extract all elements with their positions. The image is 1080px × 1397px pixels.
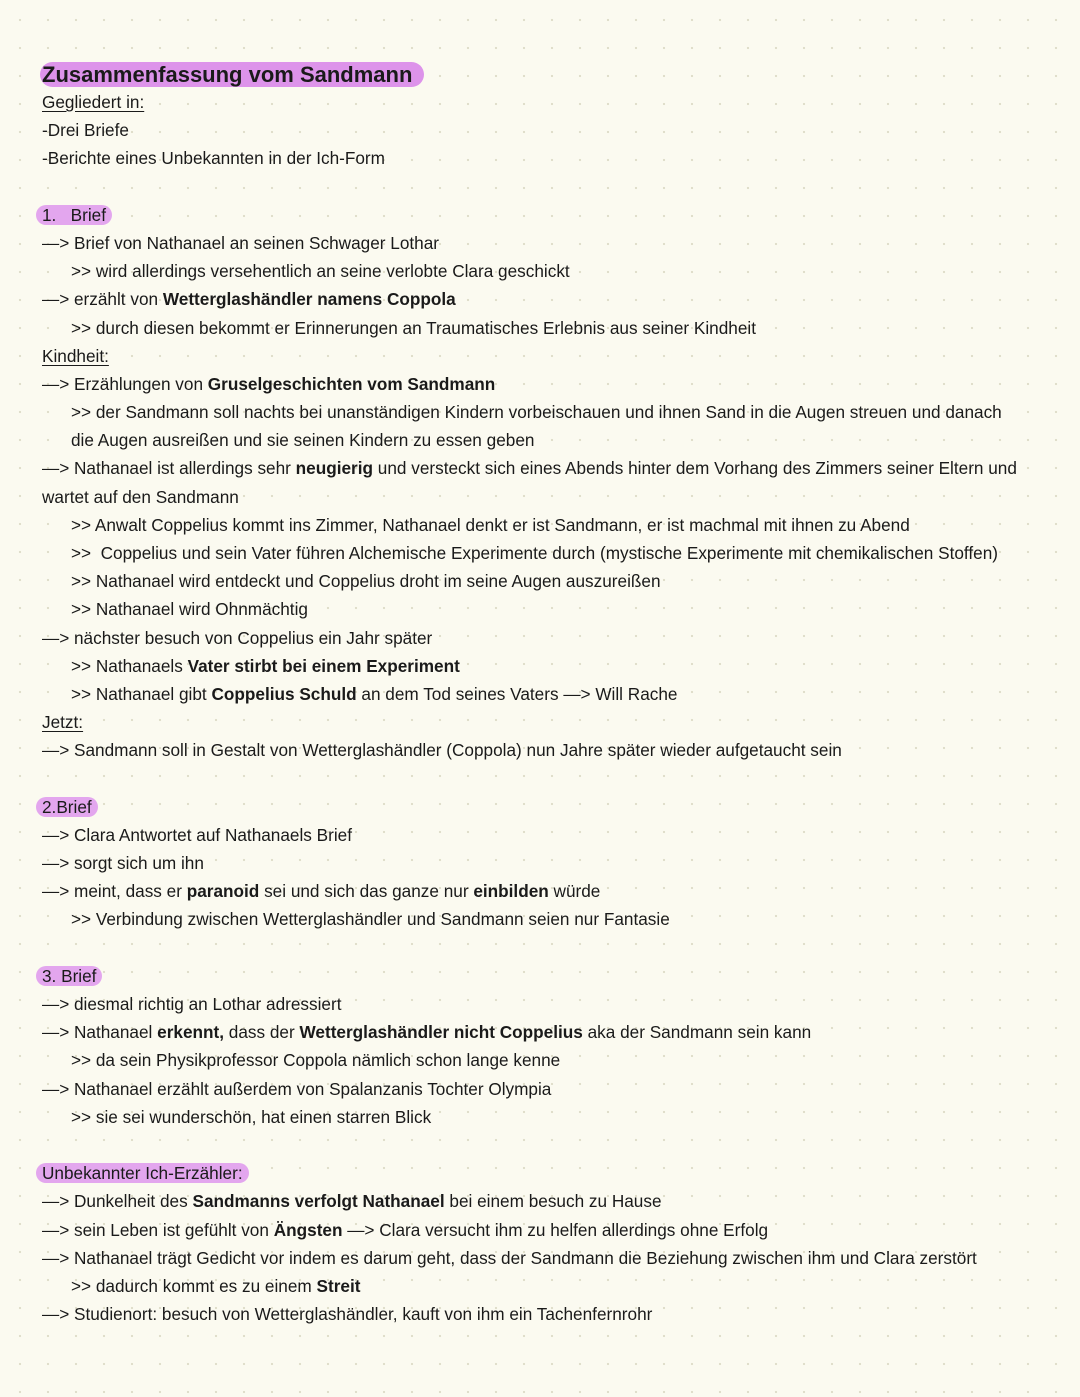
- section-heading-brief-3: 3. Brief: [42, 962, 1040, 990]
- spacer: [42, 173, 1040, 201]
- bullet-line: —> meint, dass er paranoid sei und sich das ganze nur einbilden würde: [42, 881, 601, 902]
- document-title: [42, 60, 1040, 90]
- spacer: [42, 934, 1040, 962]
- sub-bullet-line: >> dadurch kommt es zu einem Streit: [71, 1275, 361, 1296]
- sub-bullet-continuation: die Augen ausreißen und sie seinen Kindern zu essen geben: [71, 430, 535, 451]
- bullet-line: —> Clara Antwortet auf Nathanaels Brief: [42, 824, 353, 845]
- sub-bullet-line: >> Nathanael gibt Coppelius Schuld an dem Tod seines Vaters —> Will Rache: [71, 683, 678, 704]
- sub-bullet-line: >> Anwalt Coppelius kommt ins Zimmer, Nathanael denkt er ist Sandmann, er ist machmal mit ihnen zu Abend: [71, 514, 910, 535]
- bullet-line: —> Studienort: besuch von Wetterglashändler, kauft von ihm ein Tachenfernrohr: [42, 1304, 653, 1325]
- structure-item: -Berichte eines Unbekannten in der Ich-Form: [42, 148, 385, 169]
- bullet-continuation: wartet auf den Sandmann: [42, 486, 239, 507]
- bullet-line: —> Erzählungen von Gruselgeschichten vom Sandmann: [42, 373, 496, 394]
- bullet-line: —> diesmal richtig an Lothar adressiert: [42, 994, 342, 1014]
- section-heading-unbekannter-erzaehler: Unbekannter Ich-Erzähler:: [42, 1159, 1040, 1187]
- bullet-line: —> Nathanael erzählt außerdem von Spalanzanis Tochter Olympia: [42, 1078, 552, 1099]
- sub-bullet-line: >> Coppelius und sein Vater führen Alchemische Experimente durch (mystische Experimente mit chemikalischen Stoffen): [71, 543, 998, 563]
- section-heading-brief-1: 1. Brief: [42, 201, 1040, 229]
- sub-bullet-line: >> sie sei wunderschön, hat einen starren Blick: [71, 1106, 432, 1127]
- bullet-line: —> Nathanael ist allerdings sehr neugierig und versteckt sich eines Abends hinter dem Vorhang des Zimmers seiner Eltern und: [42, 458, 1017, 479]
- bullet-line: —> nächster besuch von Coppelius ein Jahr später: [42, 627, 433, 648]
- bullet-line: —> sein Leben ist gefühlt von Ängsten —> Clara versucht ihm zu helfen allerdings ohne Erfolg: [42, 1219, 769, 1240]
- section-heading-brief-2: 2.Brief: [42, 793, 1040, 821]
- spacer: [42, 765, 1040, 793]
- sub-bullet-line: >> da sein Physikprofessor Coppola nämlich schon lange kenne: [71, 1050, 561, 1071]
- bullet-line: —> Nathanael trägt Gedicht vor indem es darum geht, dass der Sandmann die Beziehung zwischen ihm und Clara zerstört: [42, 1247, 977, 1268]
- bullet-line: —> sorgt sich um ihn: [42, 853, 204, 874]
- bullet-line: —> erzählt von Wetterglashändler namens Coppola: [42, 289, 456, 310]
- sub-bullet-line: >> Verbindung zwischen Wetterglashändler und Sandmann seien nur Fantasie: [71, 909, 670, 930]
- bullet-line: —> Sandmann soll in Gestalt von Wetterglashändler (Coppola) nun Jahre später wieder aufgetaucht sein: [42, 740, 842, 761]
- kindheit-label: Kindheit:: [42, 345, 109, 366]
- sub-bullet-line: >> Nathanaels Vater stirbt bei einem Experiment: [71, 655, 460, 676]
- structure-item: -Drei Briefe: [42, 120, 129, 141]
- sub-bullet-line: >> Nathanael wird entdeckt und Coppelius droht im seine Augen auszureißen: [71, 571, 661, 592]
- sub-bullet-line: >> wird allerdings versehentlich an seine verlobte Clara geschickt: [71, 261, 570, 282]
- bullet-line: —> Nathanael erkennt, dass der Wetterglashändler nicht Coppelius aka der Sandmann sein kann: [42, 1022, 812, 1043]
- spacer: [42, 1131, 1040, 1159]
- bullet-line: —> Dunkelheit des Sandmanns verfolgt Nathanael bei einem besuch zu Hause: [42, 1191, 662, 1212]
- sub-bullet-line: >> durch diesen bekommt er Erinnerungen an Traumatisches Erlebnis aus seiner Kindheit: [71, 317, 757, 338]
- bullet-line: —> Brief von Nathanael an seinen Schwager Lothar: [42, 232, 439, 253]
- structure-label: Gegliedert in:: [42, 92, 145, 112]
- sub-bullet-line: >> Nathanael wird Ohnmächtig: [71, 599, 308, 620]
- title-highlight: Zusammenfassung vom Sandmann: [40, 62, 424, 87]
- jetzt-label: Jetzt:: [42, 712, 84, 733]
- sub-bullet-line: >> der Sandmann soll nachts bei unanständigen Kindern vorbeischauen und ihnen Sand in die Augen streuen und danach: [71, 402, 1002, 423]
